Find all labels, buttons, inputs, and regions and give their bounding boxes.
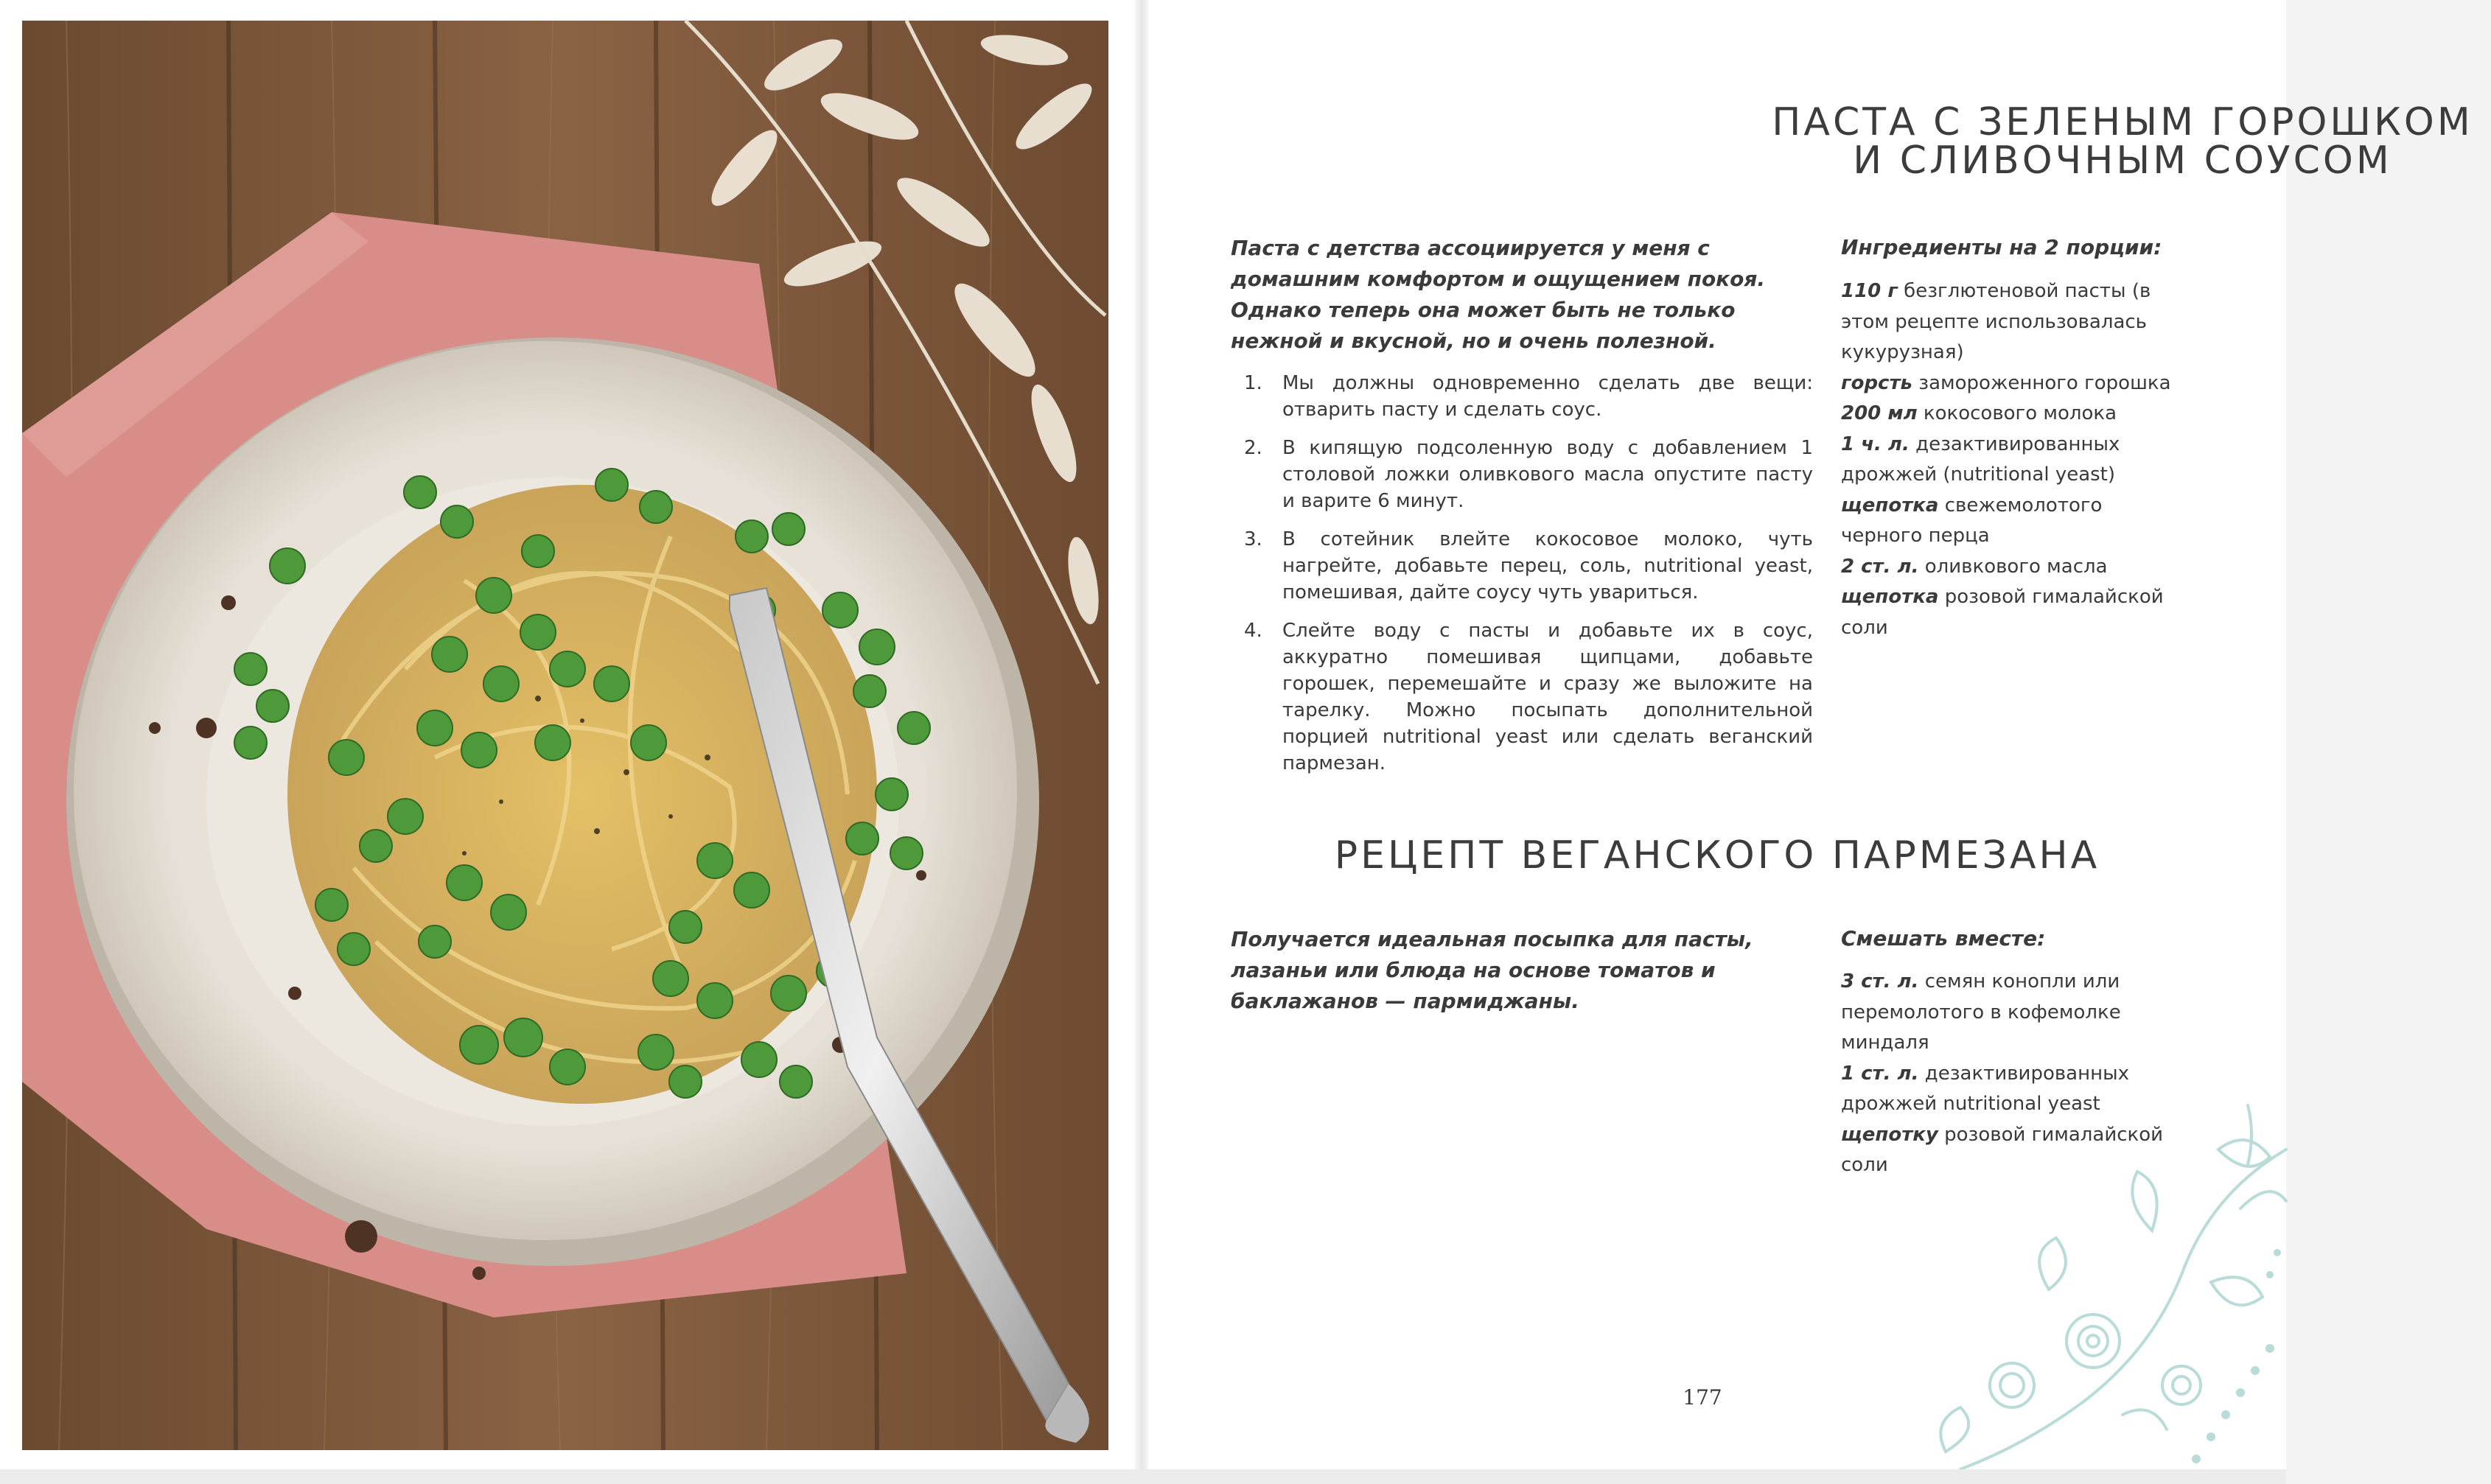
book-gutter xyxy=(1135,0,1148,1484)
pasta-dish-illustration xyxy=(22,21,1108,1450)
ingredient-text: дезактивированных дрожжей (nutritional yeast) xyxy=(1841,433,2120,486)
recipe-step xyxy=(1231,526,1813,606)
ingredients-list xyxy=(1841,276,2187,643)
step-text: В кипящую подсоленную воду с добавлением 1 столовой ложки оливкового масла опустите пасту и варите 6 минут. xyxy=(1282,437,1813,512)
ingredient-quantity: 1 ст. л. xyxy=(1841,1062,1919,1085)
step-text: Мы должны одновременно сделать две вещи: отварить пасту и сделать соус. xyxy=(1282,372,1813,421)
ingredient-text: розовой гималайской соли xyxy=(1841,586,2164,639)
recipe-title xyxy=(1754,100,2491,183)
step-number: 3. xyxy=(1244,528,1262,550)
ingredients-heading: Ингредиенты на 2 порции: xyxy=(1841,235,2162,259)
recipe-title-line-1: ПАСТА С ЗЕЛЕНЫМ ГОРОШКОМ xyxy=(1772,100,2473,144)
ingredient-item xyxy=(1841,491,2187,552)
step-text: В сотейник влейте кокосовое молоко, чуть нагрейте, добавьте перец, соль, nutritional yeast, помешивая, дайте соусу чуть увариться. xyxy=(1282,528,1813,603)
ingredient-quantity: 110 г xyxy=(1841,280,1898,302)
floral-ornament-icon xyxy=(1901,1105,2286,1469)
recipe-step xyxy=(1231,617,1813,777)
ingredient-text: кокосового молока xyxy=(1917,402,2117,424)
ingredient-item xyxy=(1841,430,2187,491)
recipe-steps xyxy=(1231,370,1813,788)
recipe-title-line-2: И СЛИВОЧНЫМ СОУСОМ xyxy=(1853,139,2392,183)
ingredient-text: розовой гималайской соли xyxy=(1841,1123,2164,1176)
ingredient-item xyxy=(1841,399,2187,430)
ingredient-item xyxy=(1841,967,2187,1059)
ingredient-item xyxy=(1841,276,2187,368)
ingredient-quantity: щепотку xyxy=(1841,1123,1938,1146)
ingredient-text: безглютеновой пасты (в этом рецепте использовалась кукурузная) xyxy=(1841,280,2151,363)
parmesan-ingredients-heading: Смешать вместе: xyxy=(1841,926,2046,951)
ingredient-text: свежемолотого черного перца xyxy=(1841,494,2103,547)
ingredient-item xyxy=(1841,368,2187,399)
ingredient-quantity: 2 ст. л. xyxy=(1841,555,1919,578)
step-number: 1. xyxy=(1244,372,1262,394)
step-number: 4. xyxy=(1244,620,1262,642)
ingredient-quantity: щепотка xyxy=(1841,494,1939,517)
ingredient-text: замороженного горошка xyxy=(1912,371,2171,394)
ingredient-text: дезактивированных дрожжей nutritional yeast xyxy=(1841,1062,2130,1115)
ingredient-item xyxy=(1841,552,2187,583)
pasta-photo xyxy=(22,21,1108,1450)
step-text: Слейте воду с пасты и добавьте их в соус, аккуратно помешивая щипцами, добавьте горошек, перемешайте и сразу же выложите на тарелку. Можно посыпать дополнительной порцией nutritional yeast или сделать веганский пармезан. xyxy=(1282,620,1813,774)
step-number: 2. xyxy=(1244,437,1262,459)
ingredient-quantity: 200 мл xyxy=(1841,402,1918,424)
recipe-intro: Паста с детства ассоциируется у меня с домашним комфортом и ощущением покоя. Однако теперь она может быть не только нежной и вкусной, но и очень полезной. xyxy=(1231,236,1766,353)
left-page xyxy=(0,0,1135,1484)
recipe-step xyxy=(1231,435,1813,514)
ingredient-quantity: щепотка xyxy=(1841,586,1939,608)
page-bottom-edge xyxy=(0,1469,2286,1484)
ingredient-text: семян конопли или перемолотого в кофемолке миндаля xyxy=(1841,970,2121,1054)
ingredient-quantity: 1 ч. л. xyxy=(1841,433,1910,455)
parmesan-intro: Получается идеальная посыпка для пасты, лазаньи или блюда на основе томатов и баклажанов — пармиджаны. xyxy=(1231,927,1753,1013)
parmesan-recipe-title: РЕЦЕПТ ВЕГАНСКОГО ПАРМЕЗАНА xyxy=(1334,833,2100,878)
ingredient-quantity: горсть xyxy=(1841,371,1912,394)
ingredient-item xyxy=(1841,582,2187,643)
recipe-step xyxy=(1231,370,1813,423)
ingredient-quantity: 3 ст. л. xyxy=(1841,970,1919,993)
ingredient-text: оливкового масла xyxy=(1918,555,2108,578)
page-number: 177 xyxy=(1683,1385,1722,1410)
